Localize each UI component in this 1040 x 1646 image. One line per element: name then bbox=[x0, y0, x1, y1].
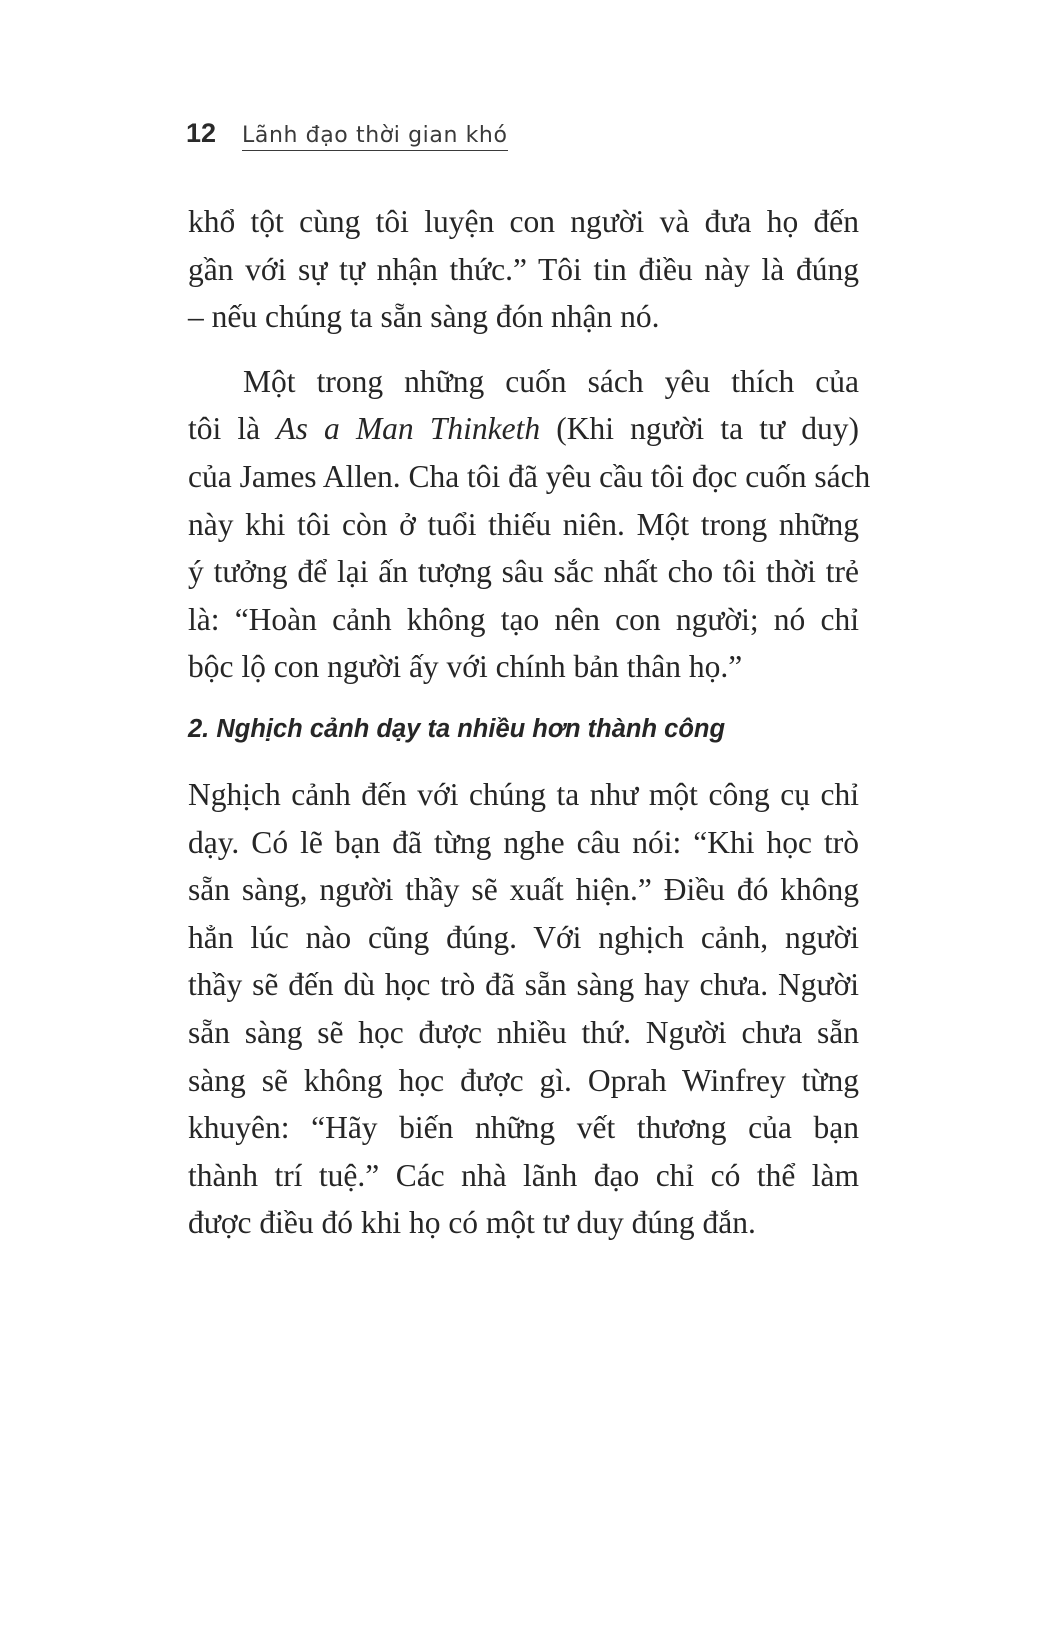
running-title: Lãnh đạo thời gian khó bbox=[242, 122, 508, 151]
text-line: thầy sẽ đến dù học trò đã sẵn sàng hay chưa. Người bbox=[188, 967, 859, 1003]
text-line: sàng sẽ không học được gì. Oprah Winfrey từng bbox=[188, 1062, 859, 1098]
section-heading: 2. Nghịch cảnh dạy ta nhiều hơn thành công bbox=[188, 714, 726, 743]
text-line: thành trí tuệ.” Các nhà lãnh đạo chỉ có thể làm bbox=[188, 1157, 859, 1193]
paragraph-3 bbox=[188, 771, 859, 1247]
text-line: bộc lộ con người ấy với chính bản thân họ.” bbox=[188, 649, 743, 685]
text-line: được điều đó khi họ có một tư duy đúng đắn. bbox=[188, 1205, 756, 1241]
text-line: Nghịch cảnh đến với chúng ta như một công cụ chỉ bbox=[188, 776, 859, 812]
page-header bbox=[186, 118, 508, 151]
text-fragment: tôi là bbox=[188, 411, 277, 447]
text-line: khuyên: “Hãy biến những vết thương của bạn bbox=[188, 1110, 859, 1146]
paragraph-2 bbox=[188, 358, 871, 691]
book-title: As a Man Thinketh bbox=[276, 411, 541, 447]
text-line: – nếu chúng ta sẵn sàng đón nhận nó. bbox=[188, 299, 660, 335]
text-line bbox=[188, 405, 859, 453]
text-line: sẵn sàng, người thầy sẽ xuất hiện.” Điều đó không bbox=[188, 872, 859, 908]
text-fragment: (Khi người ta tư duy) bbox=[540, 411, 859, 447]
page-body bbox=[188, 198, 871, 1247]
text-line: của James Allen. Cha tôi đã yêu cầu tôi đọc cuốn sách bbox=[188, 458, 871, 494]
page-number: 12 bbox=[186, 118, 217, 148]
text-line: khổ tột cùng tôi luyện con người và đưa họ đến bbox=[188, 204, 859, 239]
text-line: sẵn sàng sẽ học được nhiều thứ. Người chưa sẵn bbox=[188, 1014, 859, 1050]
text-line: ý tưởng để lại ấn tượng sâu sắc nhất cho tôi thời trẻ bbox=[188, 554, 859, 590]
text-line: hẳn lúc nào cũng đúng. Với nghịch cảnh, người bbox=[188, 919, 859, 955]
paragraph-gap bbox=[188, 341, 859, 358]
text-line: gần với sự tự nhận thức.” Tôi tin điều này là đúng bbox=[188, 251, 859, 287]
text-line: là: “Hoàn cảnh không tạo nên con người; nó chỉ bbox=[188, 601, 859, 637]
text-line: dạy. Có lẽ bạn đã từng nghe câu nói: “Khi học trò bbox=[188, 824, 859, 860]
paragraph-1 bbox=[188, 198, 859, 341]
text-line: Một trong những cuốn sách yêu thích của bbox=[243, 363, 859, 399]
text-line: này khi tôi còn ở tuổi thiếu niên. Một trong những bbox=[188, 506, 859, 542]
